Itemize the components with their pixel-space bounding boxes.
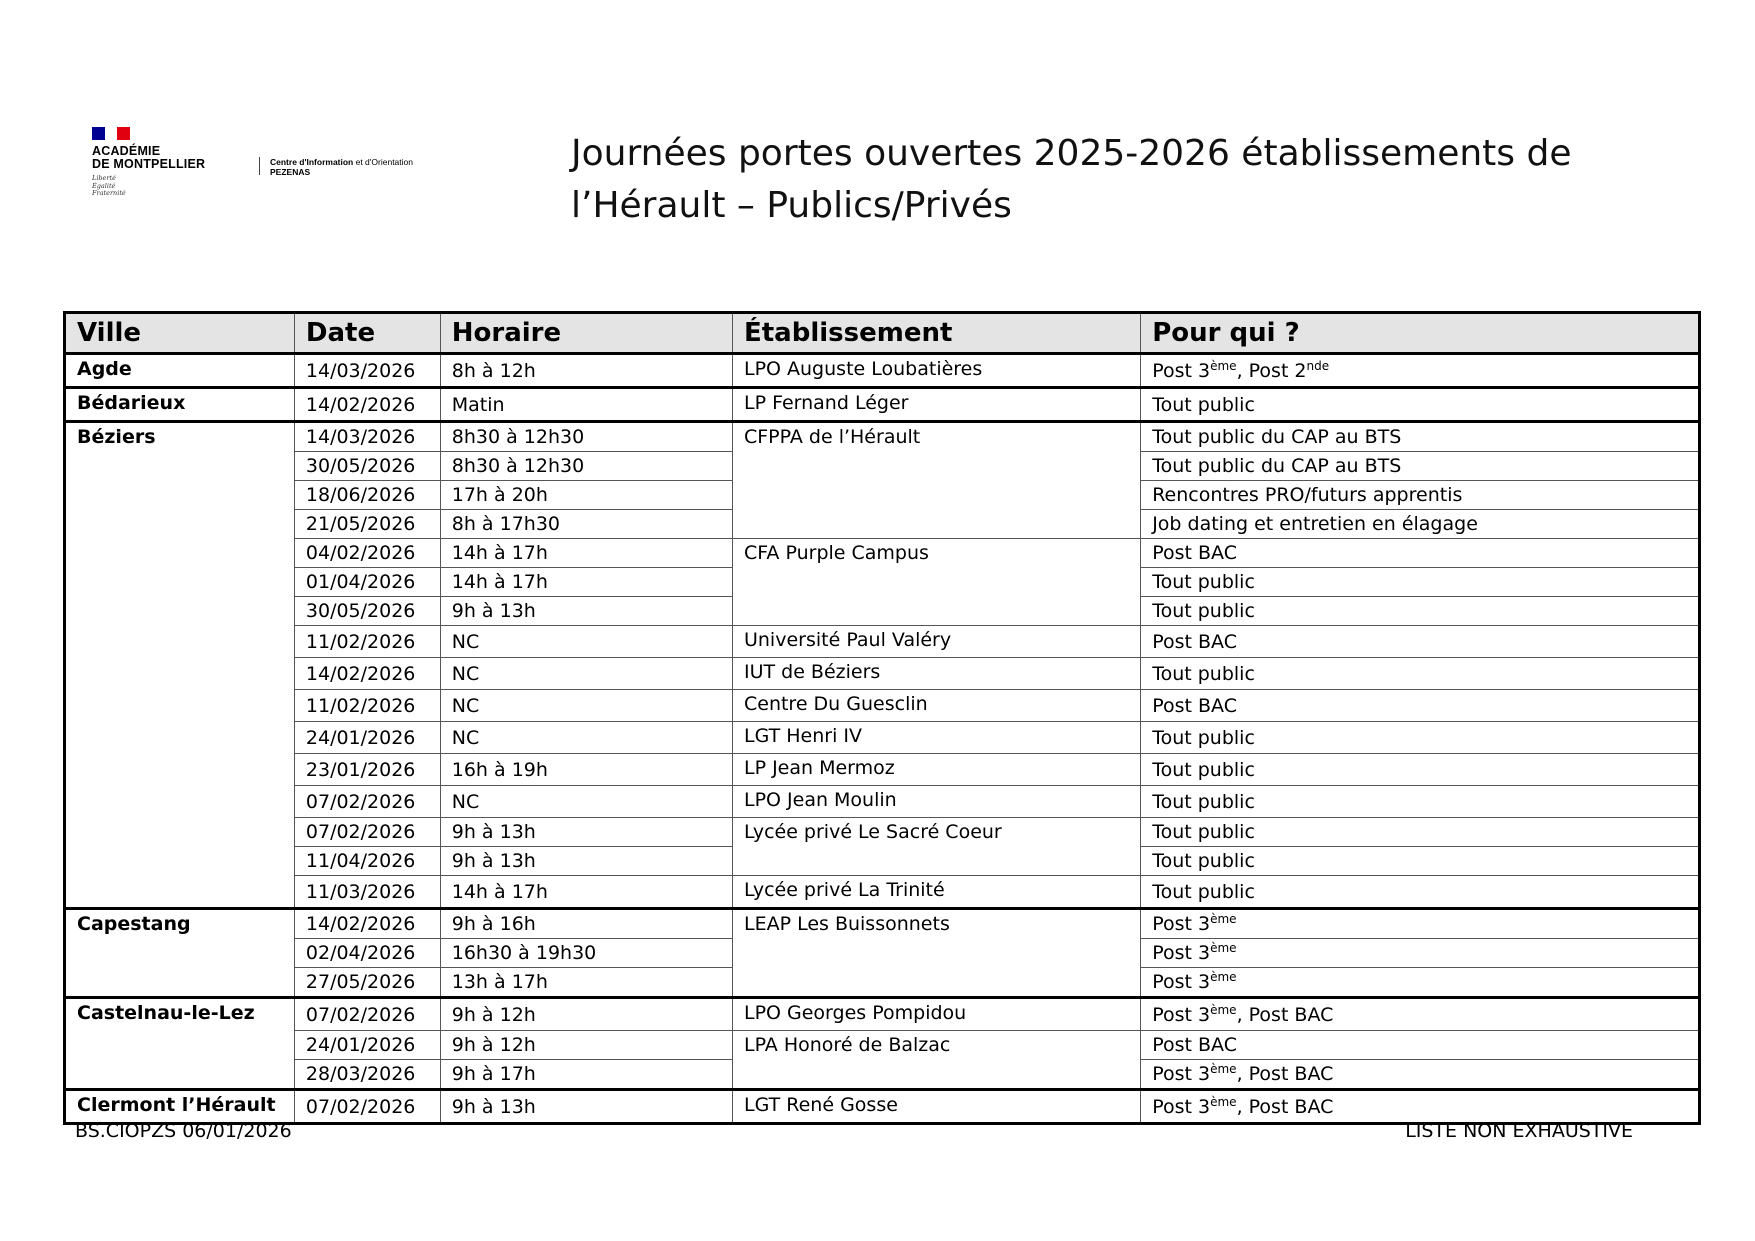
cell-pour-qui [1141, 481, 1700, 510]
audience-text: Post 3 [1152, 942, 1211, 964]
superscript: ème [1210, 1094, 1237, 1109]
header-horaire: Horaire [440, 313, 732, 354]
cell-pour-qui [1141, 968, 1700, 998]
cell-horaire: NC [440, 786, 732, 818]
cell-etablissement: LGT René Gosse [732, 1090, 1140, 1124]
cio-name-regular: et d'Orientation [353, 157, 413, 167]
cell-date: 14/03/2026 [294, 354, 440, 388]
audience-text: Post BAC [1152, 694, 1237, 717]
table-row [65, 1031, 1700, 1060]
cell-etablissement: CFPPA de l’Hérault [732, 422, 1140, 539]
cell-etablissement: LPO Georges Pompidou [732, 998, 1140, 1031]
audience-text: Post 3 [1152, 913, 1211, 935]
audience-text: Tout public du CAP au BTS [1152, 426, 1402, 448]
table-row [65, 658, 1700, 690]
cell-horaire: 9h à 12h [440, 1031, 732, 1060]
table-row [65, 422, 1700, 452]
audience-text: Post BAC [1152, 630, 1237, 653]
title-line1: Journées portes ouvertes 2025-2026 établissements de [571, 133, 1572, 174]
audience-text: Rencontres PRO/futurs apprentis [1152, 484, 1463, 506]
open-days-table [63, 311, 1701, 1125]
french-flag-icon [92, 127, 130, 140]
cell-etablissement: LEAP Les Buissonnets [732, 909, 1140, 998]
header-pour-qui: Pour qui ? [1141, 313, 1700, 354]
cell-pour-qui [1141, 597, 1700, 626]
audience-text: Tout public [1152, 726, 1255, 749]
cell-horaire: 9h à 12h [440, 998, 732, 1031]
cell-horaire: 14h à 17h [440, 876, 732, 909]
audience-text: Post 3 [1152, 1095, 1211, 1118]
audience-text: Tout public [1152, 790, 1255, 813]
cell-horaire: 14h à 17h [440, 539, 732, 568]
cell-date: 11/02/2026 [294, 626, 440, 658]
cell-pour-qui [1141, 422, 1700, 452]
cell-etablissement: Centre Du Guesclin [732, 690, 1140, 722]
cell-pour-qui [1141, 722, 1700, 754]
audience-text: Job dating et entretien en élagage [1152, 513, 1478, 535]
cell-date: 07/02/2026 [294, 818, 440, 847]
cell-date: 14/02/2026 [294, 909, 440, 939]
audience-text: , Post BAC [1236, 1063, 1334, 1085]
audience-text: Tout public [1152, 393, 1255, 416]
cell-etablissement: LPO Jean Moulin [732, 786, 1140, 818]
cell-date: 07/02/2026 [294, 1090, 440, 1124]
audience-text: Tout public [1152, 758, 1255, 781]
cell-pour-qui [1141, 998, 1700, 1031]
table-row [65, 388, 1700, 422]
cell-horaire: 16h à 19h [440, 754, 732, 786]
cell-etablissement: CFA Purple Campus [732, 539, 1140, 626]
cell-horaire: 9h à 13h [440, 1090, 732, 1124]
superscript: ème [1210, 941, 1237, 956]
cell-etablissement: LPO Auguste Loubatières [732, 354, 1140, 388]
motto-liberte: Liberté [92, 174, 116, 182]
audience-text: , Post 2 [1236, 359, 1307, 382]
audience-text: Post 3 [1152, 1063, 1211, 1085]
cell-horaire: 8h à 17h30 [440, 510, 732, 539]
cell-date: 07/02/2026 [294, 786, 440, 818]
cell-horaire: 9h à 16h [440, 909, 732, 939]
cell-horaire: 9h à 13h [440, 847, 732, 876]
motto-fraternite: Fraternité [92, 189, 126, 197]
cell-horaire: 9h à 13h [440, 597, 732, 626]
superscript: ème [1210, 1062, 1237, 1077]
institution-line2: DE MONTPELLIER [92, 157, 206, 171]
audience-text: Tout public [1152, 662, 1255, 685]
cell-horaire: 8h30 à 12h30 [440, 452, 732, 481]
audience-text: , Post BAC [1236, 1095, 1334, 1118]
cell-date: 11/02/2026 [294, 690, 440, 722]
cell-horaire: 17h à 20h [440, 481, 732, 510]
cell-date: 18/06/2026 [294, 481, 440, 510]
table-row [65, 722, 1700, 754]
cell-ville: Béziers [65, 422, 295, 909]
flag-red-band [117, 127, 130, 140]
republic-motto [92, 175, 126, 198]
cell-horaire: NC [440, 722, 732, 754]
cell-horaire: 9h à 13h [440, 818, 732, 847]
cell-etablissement: LPA Honoré de Balzac [732, 1031, 1140, 1090]
table-row [65, 909, 1700, 939]
cell-pour-qui [1141, 626, 1700, 658]
cell-date: 11/03/2026 [294, 876, 440, 909]
cell-date: 21/05/2026 [294, 510, 440, 539]
cell-etablissement: Lycée privé La Trinité [732, 876, 1140, 909]
cell-pour-qui [1141, 1060, 1700, 1090]
cell-horaire: 16h30 à 19h30 [440, 939, 732, 968]
cell-date: 01/04/2026 [294, 568, 440, 597]
cell-ville: Clermont l’Hérault [65, 1090, 295, 1124]
cell-horaire: 13h à 17h [440, 968, 732, 998]
cell-pour-qui [1141, 568, 1700, 597]
audience-text: Tout public [1152, 850, 1255, 872]
cell-pour-qui [1141, 909, 1700, 939]
audience-text: Tout public [1152, 571, 1255, 593]
cell-date: 28/03/2026 [294, 1060, 440, 1090]
audience-text: , Post BAC [1236, 1003, 1334, 1026]
cell-date: 23/01/2026 [294, 754, 440, 786]
non-exhaustive-note: LISTE NON EXHAUSTIVE [1405, 1120, 1633, 1142]
cell-date: 24/01/2026 [294, 722, 440, 754]
cell-date: 14/03/2026 [294, 422, 440, 452]
audience-text: Post 3 [1152, 971, 1211, 993]
cell-ville: Agde [65, 354, 295, 388]
header-etablissement: Établissement [732, 313, 1140, 354]
page-title [571, 128, 1591, 232]
audience-text: Post 3 [1152, 1003, 1211, 1026]
cell-etablissement: LP Fernand Léger [732, 388, 1140, 422]
superscript: nde [1306, 358, 1330, 373]
cio-name-bold: Centre d'Information [270, 157, 354, 167]
table-row [65, 754, 1700, 786]
audience-text: Post BAC [1152, 1034, 1237, 1056]
cell-pour-qui [1141, 388, 1700, 422]
superscript: ème [1210, 358, 1237, 373]
cell-horaire: NC [440, 658, 732, 690]
cell-horaire: NC [440, 690, 732, 722]
cell-date: 30/05/2026 [294, 452, 440, 481]
table-row [65, 539, 1700, 568]
table-row [65, 998, 1700, 1031]
cio-label [270, 157, 413, 177]
cell-pour-qui [1141, 754, 1700, 786]
cell-etablissement: IUT de Béziers [732, 658, 1140, 690]
cell-ville: Capestang [65, 909, 295, 998]
cell-etablissement: Lycée privé Le Sacré Coeur [732, 818, 1140, 876]
table-row [65, 626, 1700, 658]
audience-text: Tout public [1152, 600, 1255, 622]
cell-pour-qui [1141, 1031, 1700, 1060]
cell-horaire: 14h à 17h [440, 568, 732, 597]
motto-egalite: Égalité [92, 181, 116, 190]
audience-text: Tout public du CAP au BTS [1152, 455, 1402, 477]
cell-ville: Castelnau-le-Lez [65, 998, 295, 1090]
superscript: ème [1210, 1002, 1237, 1017]
cell-pour-qui [1141, 847, 1700, 876]
cell-horaire: 8h à 12h [440, 354, 732, 388]
cell-pour-qui [1141, 539, 1700, 568]
cell-ville: Bédarieux [65, 388, 295, 422]
cell-pour-qui [1141, 818, 1700, 847]
header-ville: Ville [65, 313, 295, 354]
document-reference: BS.CIOPZS 06/01/2026 [75, 1120, 292, 1142]
cio-city: PEZENAS [270, 167, 311, 177]
cell-date: 30/05/2026 [294, 597, 440, 626]
title-line2: l’Hérault – Publics/Privés [571, 185, 1012, 226]
cell-pour-qui [1141, 658, 1700, 690]
institution-name [92, 145, 205, 171]
table-header-row [65, 313, 1700, 354]
cell-etablissement: Université Paul Valéry [732, 626, 1140, 658]
cell-date: 27/05/2026 [294, 968, 440, 998]
flag-blue-band [92, 127, 105, 140]
cell-etablissement: LGT Henri IV [732, 722, 1140, 754]
superscript: ème [1210, 970, 1237, 985]
audience-text: Tout public [1152, 821, 1255, 843]
logo-divider [259, 157, 260, 175]
table-body [65, 354, 1700, 1124]
flag-white-band [105, 127, 118, 140]
cell-pour-qui [1141, 939, 1700, 968]
cell-pour-qui [1141, 354, 1700, 388]
cell-pour-qui [1141, 786, 1700, 818]
cell-etablissement: LP Jean Mermoz [732, 754, 1140, 786]
audience-text: Post BAC [1152, 542, 1237, 564]
cell-pour-qui [1141, 690, 1700, 722]
header-date: Date [294, 313, 440, 354]
superscript: ème [1210, 912, 1237, 927]
cell-date: 11/04/2026 [294, 847, 440, 876]
cell-horaire: NC [440, 626, 732, 658]
cell-horaire: Matin [440, 388, 732, 422]
cell-date: 04/02/2026 [294, 539, 440, 568]
cell-date: 24/01/2026 [294, 1031, 440, 1060]
cell-date: 02/04/2026 [294, 939, 440, 968]
institution-line1: ACADÉMIE [92, 144, 161, 158]
cell-pour-qui [1141, 510, 1700, 539]
cell-pour-qui [1141, 452, 1700, 481]
cell-date: 07/02/2026 [294, 998, 440, 1031]
cell-horaire: 9h à 17h [440, 1060, 732, 1090]
audience-text: Tout public [1152, 880, 1255, 903]
cell-date: 14/02/2026 [294, 658, 440, 690]
table-row [65, 818, 1700, 847]
table-row [65, 690, 1700, 722]
cell-date: 14/02/2026 [294, 388, 440, 422]
academie-logo [92, 127, 472, 217]
audience-text: Post 3 [1152, 359, 1211, 382]
table-row [65, 354, 1700, 388]
table-row [65, 876, 1700, 909]
cell-pour-qui [1141, 1090, 1700, 1124]
table-row [65, 786, 1700, 818]
cell-pour-qui [1141, 876, 1700, 909]
cell-horaire: 8h30 à 12h30 [440, 422, 732, 452]
table-row [65, 1090, 1700, 1124]
